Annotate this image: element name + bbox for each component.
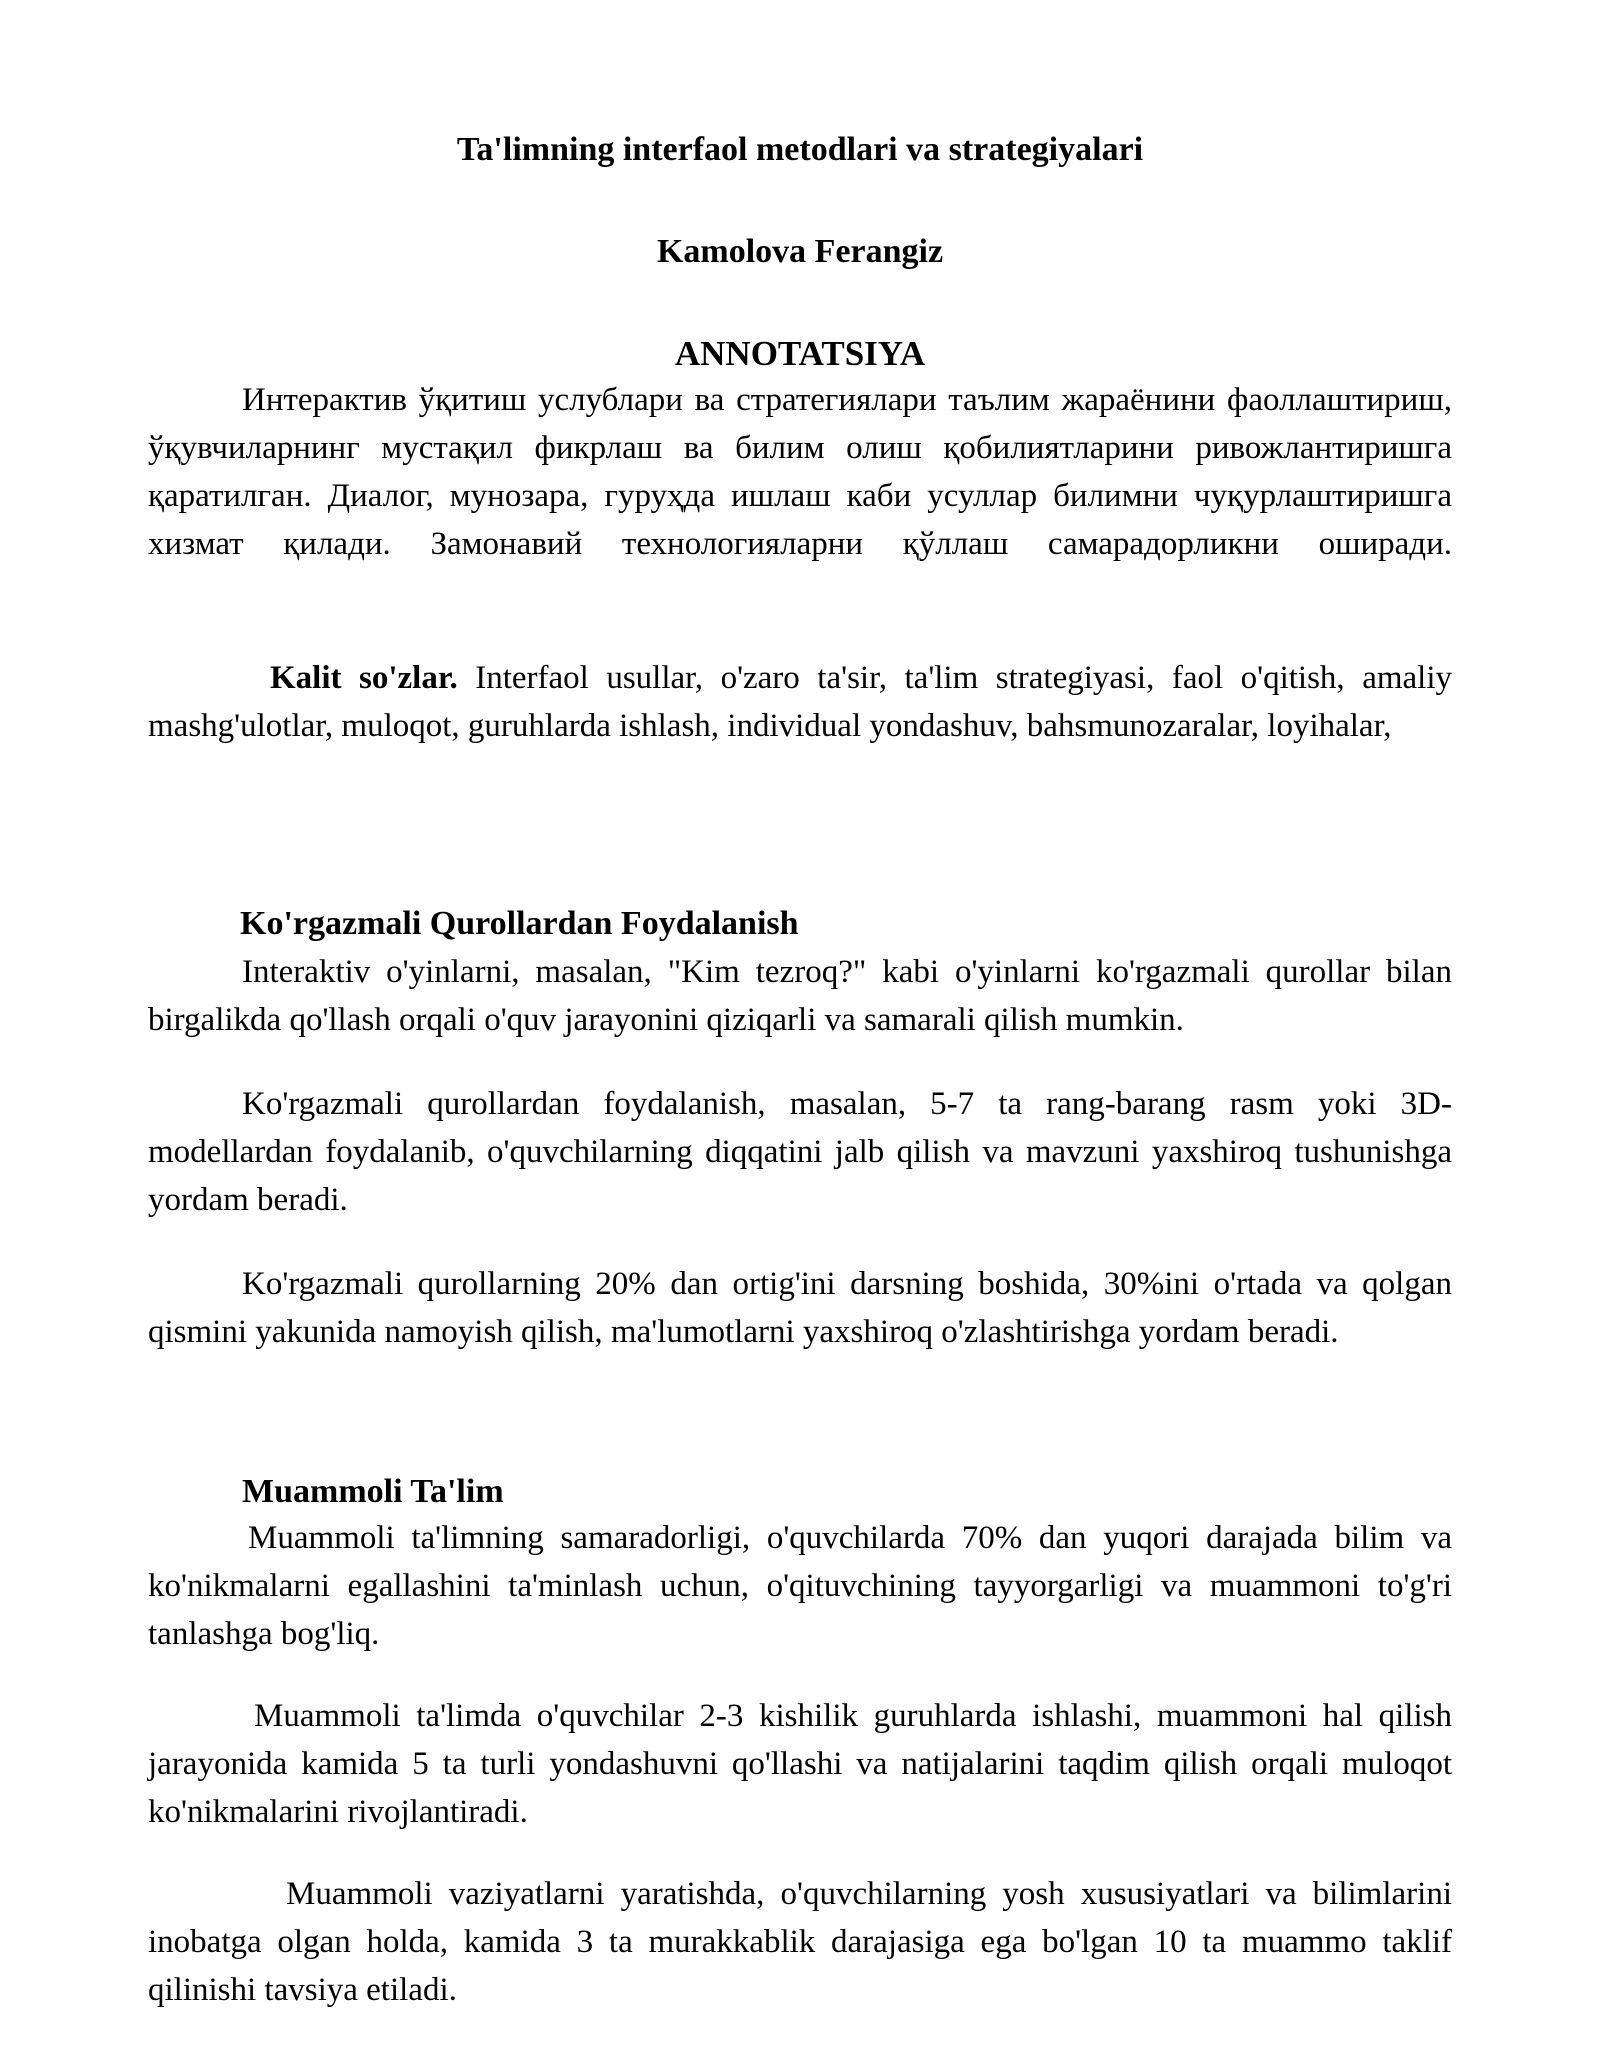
section-heading-korgazmali: Ko'rgazmali Qurollardan Foydalanish — [240, 905, 799, 942]
annotation-heading: ANNOTATSIYA — [674, 334, 926, 373]
section-heading-muammoli: Muammoli Ta'lim — [242, 1473, 504, 1510]
keywords-label: Kalit so'zlar. — [270, 660, 458, 696]
paragraph-korgazmali-3: Ko'rgazmali qurollarning 20% dan ortig'ini darsning boshida, 30%ini o'rtada va qolgan qismini yakunida namoyish qilish, ma'lumotlarni yaxshiroq o'zlashtirishga yordam beradi. — [148, 1266, 1452, 1350]
paragraph-muammoli-1: Muammoli ta'limning samaradorligi, o'quvchilarda 70% dan yuqori darajada bilim va ko'nikmalarni egallashini ta'minlash uchun, o'qituvchining tayyorgarligi va muammoni to'g'ri tanlashga bog'liq. — [148, 1520, 1452, 1652]
paragraph-muammoli-3: Muammoli vaziyatlarni yaratishda, o'quvchilarning yosh xususiyatlari va bilimlarini inobatga olgan holda, kamida 3 ta murakkablik darajasiga ega bo'lgan 10 ta muammo taklif qilinishi tavsiya etiladi. — [148, 1876, 1452, 2008]
paragraph-korgazmali-2: Ko'rgazmali qurollardan foydalanish, masalan, 5-7 ta rang-barang rasm yoki 3D-modellardan foydalanib, o'quvchilarning diqqatini jalb qilish va mavzuni yaxshiroq tushunishga yordam beradi. — [148, 1086, 1452, 1218]
document-title: Ta'limning interfaol metodlari va strategiyalari — [456, 131, 1144, 168]
paragraph-korgazmali-1: Interaktiv o'yinlarni, masalan, "Kim tezroq?" kabi o'yinlarni ko'rgazmali qurollar bilan birgalikda qo'llash orqali o'quv jarayonini qiziqarli va samarali qilish mumkin. — [148, 954, 1452, 1038]
annotation-text: Интерактив ўқитиш услублари ва стратегиялари таълим жараёнини фаоллаштириш, ўқувчиларнинг мустақил фикрлаш ва билим олиш қобилиятларини ривожлантиришга қаратилган. Диалог, мунозара, гуруҳда ишлаш каби усуллар билимни чуқурлаштиришга хизмат қилади. Замонавий технологияларни қўллаш самарадорликни оширади. — [148, 382, 1452, 562]
author-name: Kamolova Ferangiz — [656, 233, 944, 270]
paragraph-muammoli-2: Muammoli ta'limda o'quvchilar 2-3 kishilik guruhlarda ishlashi, muammoni hal qilish jarayonida kamida 5 ta turli yondashuvni qo'llashi va natijalarini taqdim qilish orqali muloqot ko'nikmalarini rivojlantiradi. — [148, 1698, 1452, 1830]
keywords-paragraph — [148, 654, 1452, 750]
keywords-text: Interfaol usullar, o'zaro ta'sir, ta'lim strategiyasi, faol o'qitish, amaliy mashg'ulotlar, muloqot, guruhlarda ishlash, individual yondashuv, bahsmunozaralar, loyihalar, — [148, 660, 1452, 744]
